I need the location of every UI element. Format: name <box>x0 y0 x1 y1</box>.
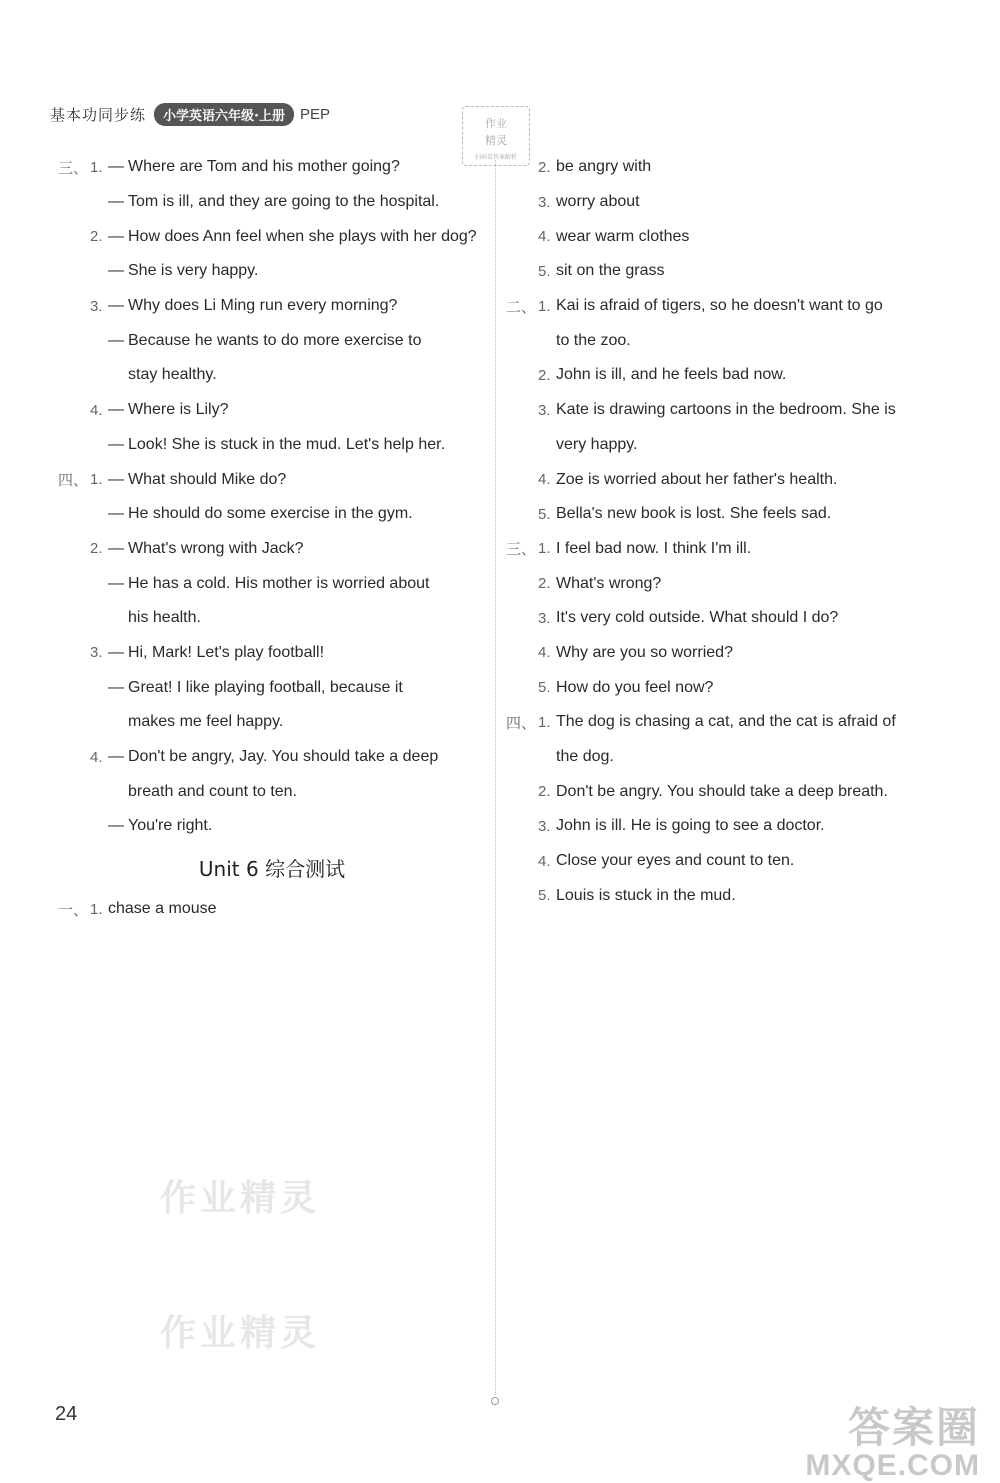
item-number: 4. <box>538 852 551 870</box>
answer-line <box>58 636 486 671</box>
answer-line <box>58 809 486 844</box>
answer-line <box>58 532 486 567</box>
answer-text: Kate is drawing cartoons in the bedroom. She is <box>556 401 896 419</box>
dialogue-dash: — <box>108 227 124 245</box>
answer-line <box>58 254 486 289</box>
item-number: 4. <box>538 228 551 246</box>
answer-text: What's wrong with Jack? <box>128 539 304 557</box>
item-number: 1. <box>90 471 103 489</box>
answer-text: Where is Lily? <box>128 401 229 419</box>
item-number: 1. <box>538 713 551 731</box>
answer-text: wear warm clothes <box>556 227 690 245</box>
answer-text: Because he wants to do more exercise to <box>128 331 422 349</box>
item-number: 1. <box>538 540 551 558</box>
section-label: 一、 <box>58 900 89 919</box>
divider-end-dot <box>491 1397 499 1405</box>
item-number: 1. <box>90 158 103 176</box>
answer-text: You're right. <box>128 817 213 835</box>
answer-line <box>506 428 932 463</box>
answer-text: very happy. <box>556 435 638 453</box>
answer-line <box>58 219 486 254</box>
item-number: 3. <box>538 193 551 211</box>
answer-line <box>58 566 486 601</box>
section-label: 四、 <box>58 471 89 490</box>
answer-text: He should do some exercise in the gym. <box>128 505 413 523</box>
dialogue-dash: — <box>108 435 124 453</box>
answer-text: breath and count to ten. <box>128 782 298 800</box>
dialogue-dash: — <box>108 297 124 315</box>
dialogue-dash: — <box>108 331 124 349</box>
answer-text: John is ill. He is going to see a doctor. <box>556 817 825 835</box>
item-number: 5. <box>538 679 551 697</box>
answer-line <box>58 462 486 497</box>
answer-text: Look! She is stuck in the mud. Let's help her. <box>128 435 446 453</box>
answer-line <box>58 289 486 324</box>
right-column <box>506 150 932 913</box>
answer-line <box>506 393 932 428</box>
answer-line <box>506 878 932 913</box>
answer-text: chase a mouse <box>108 900 217 918</box>
item-number: 1. <box>538 297 551 315</box>
unit-heading <box>58 844 486 892</box>
answer-line <box>506 774 932 809</box>
answer-line <box>506 636 932 671</box>
site-logo <box>805 1395 980 1483</box>
answer-text: Louis is stuck in the mud. <box>556 886 736 904</box>
answer-text: What's wrong? <box>556 574 662 592</box>
dialogue-dash: — <box>108 158 124 176</box>
answer-text: to the zoo. <box>556 331 631 349</box>
item-number: 3. <box>538 401 551 419</box>
answer-line <box>506 358 932 393</box>
item-number: 2. <box>538 158 551 176</box>
answer-line <box>58 393 486 428</box>
answer-text: stay healthy. <box>128 366 217 384</box>
answer-text: his health. <box>128 609 201 627</box>
dialogue-dash: — <box>108 678 124 696</box>
page-header <box>50 100 330 128</box>
answer-line <box>506 289 932 324</box>
dialogue-dash: — <box>108 505 124 523</box>
answer-text: He has a cold. His mother is worried about <box>128 574 430 592</box>
answer-line <box>506 705 932 740</box>
answer-line <box>58 740 486 775</box>
page-number: 24 <box>55 1403 78 1425</box>
answer-line <box>506 601 932 636</box>
answer-text: Hi, Mark! Let's play football! <box>128 643 325 661</box>
stamp-line-1: 作业 <box>485 117 507 130</box>
watermark-1: 作业精灵 <box>160 1178 321 1219</box>
answer-text: How do you feel now? <box>556 678 714 696</box>
answer-line <box>506 323 932 358</box>
dialogue-dash: — <box>108 401 124 419</box>
answer-line <box>58 358 486 393</box>
answer-text: Why does Li Ming run every morning? <box>128 297 398 315</box>
stamp-line-3: 扫码看答案解析 <box>474 154 517 161</box>
answer-line <box>58 428 486 463</box>
answer-text: John is ill, and he feels bad now. <box>556 366 787 384</box>
answer-line <box>506 497 932 532</box>
item-number: 4. <box>90 401 103 419</box>
item-number: 5. <box>538 887 551 905</box>
site-logo-url: MXQE.COM <box>805 1449 980 1482</box>
dialogue-dash: — <box>108 262 124 280</box>
answer-line <box>506 844 932 879</box>
answer-line <box>58 705 486 740</box>
answer-line <box>58 670 486 705</box>
answer-text: be angry with <box>556 158 652 176</box>
answer-line <box>506 566 932 601</box>
item-number: 2. <box>538 575 551 593</box>
answer-line <box>506 462 932 497</box>
section-label: 三、 <box>58 158 89 177</box>
dialogue-dash: — <box>108 748 124 766</box>
answer-line <box>58 497 486 532</box>
answer-text: She is very happy. <box>128 262 259 280</box>
section-label: 三、 <box>506 540 537 559</box>
item-number: 2. <box>538 783 551 801</box>
item-number: 4. <box>90 748 103 766</box>
dialogue-dash: — <box>108 193 124 211</box>
answer-line <box>58 323 486 358</box>
dialogue-dash: — <box>108 643 124 661</box>
answer-text: It's very cold outside. What should I do? <box>556 609 839 627</box>
answer-line <box>506 532 932 567</box>
answer-line <box>58 774 486 809</box>
item-number: 3. <box>90 297 103 315</box>
answer-text: Tom is ill, and they are going to the hospital. <box>128 193 440 211</box>
answer-line <box>58 150 486 185</box>
dialogue-dash: — <box>108 539 124 557</box>
watermark-2: 作业精灵 <box>160 1313 321 1354</box>
answer-text: Where are Tom and his mother going? <box>128 158 400 176</box>
column-divider <box>495 160 496 1395</box>
site-logo-text: 答案圈 <box>847 1403 980 1452</box>
answer-text: sit on the grass <box>556 262 665 280</box>
item-number: 2. <box>90 540 103 558</box>
answer-line <box>506 809 932 844</box>
left-column <box>58 150 486 926</box>
item-number: 5. <box>538 262 551 280</box>
answer-text: I feel bad now. I think I'm ill. <box>556 539 752 557</box>
answer-text: The dog is chasing a cat, and the cat is afraid of <box>556 713 896 731</box>
item-number: 3. <box>90 644 103 662</box>
answer-line <box>506 254 932 289</box>
answer-text: Don't be angry. You should take a deep breath. <box>556 782 888 800</box>
answer-text: Close your eyes and count to ten. <box>556 852 795 870</box>
item-number: 4. <box>538 644 551 662</box>
item-number: 3. <box>538 817 551 835</box>
answer-text: worry about <box>556 193 640 211</box>
section-label: 二、 <box>506 297 537 316</box>
dialogue-dash: — <box>108 817 124 835</box>
answer-text: the dog. <box>556 748 614 766</box>
section-label: 四、 <box>506 713 537 732</box>
answer-text: Don't be angry, Jay. You should take a deep <box>128 748 439 766</box>
item-number: 5. <box>538 505 551 523</box>
answer-line <box>58 892 486 927</box>
item-number: 1. <box>90 900 103 918</box>
answer-text: What should Mike do? <box>128 470 287 488</box>
answer-text: Kai is afraid of tigers, so he doesn't want to go <box>556 297 883 315</box>
answer-text: Bella's new book is lost. She feels sad. <box>556 505 832 523</box>
answer-line <box>58 601 486 636</box>
answer-text: Why are you so worried? <box>556 643 733 661</box>
answer-line <box>506 185 932 220</box>
series-title: 基本功同步练 <box>50 105 147 124</box>
answer-line <box>506 740 932 775</box>
stamp-line-2: 精灵 <box>485 134 507 147</box>
item-number: 3. <box>538 609 551 627</box>
unit-heading-text: Unit 6 综合测试 <box>198 857 346 882</box>
edition-label: PEP <box>299 105 330 123</box>
item-number: 2. <box>90 228 103 246</box>
answer-text: Great! I like playing football, because it <box>128 678 403 696</box>
item-number: 4. <box>538 471 551 489</box>
dialogue-dash: — <box>108 574 124 592</box>
item-number: 2. <box>538 366 551 384</box>
answer-line <box>506 150 932 185</box>
dialogue-dash: — <box>108 470 124 488</box>
answer-text: Zoe is worried about her father's health. <box>556 470 838 488</box>
answer-text: makes me feel happy. <box>128 713 284 731</box>
answer-text: How does Ann feel when she plays with her dog? <box>128 227 477 245</box>
answer-line <box>506 219 932 254</box>
answer-line <box>58 185 486 220</box>
book-title-badge: 小学英语六年级·上册 <box>154 103 294 126</box>
answer-line <box>506 670 932 705</box>
